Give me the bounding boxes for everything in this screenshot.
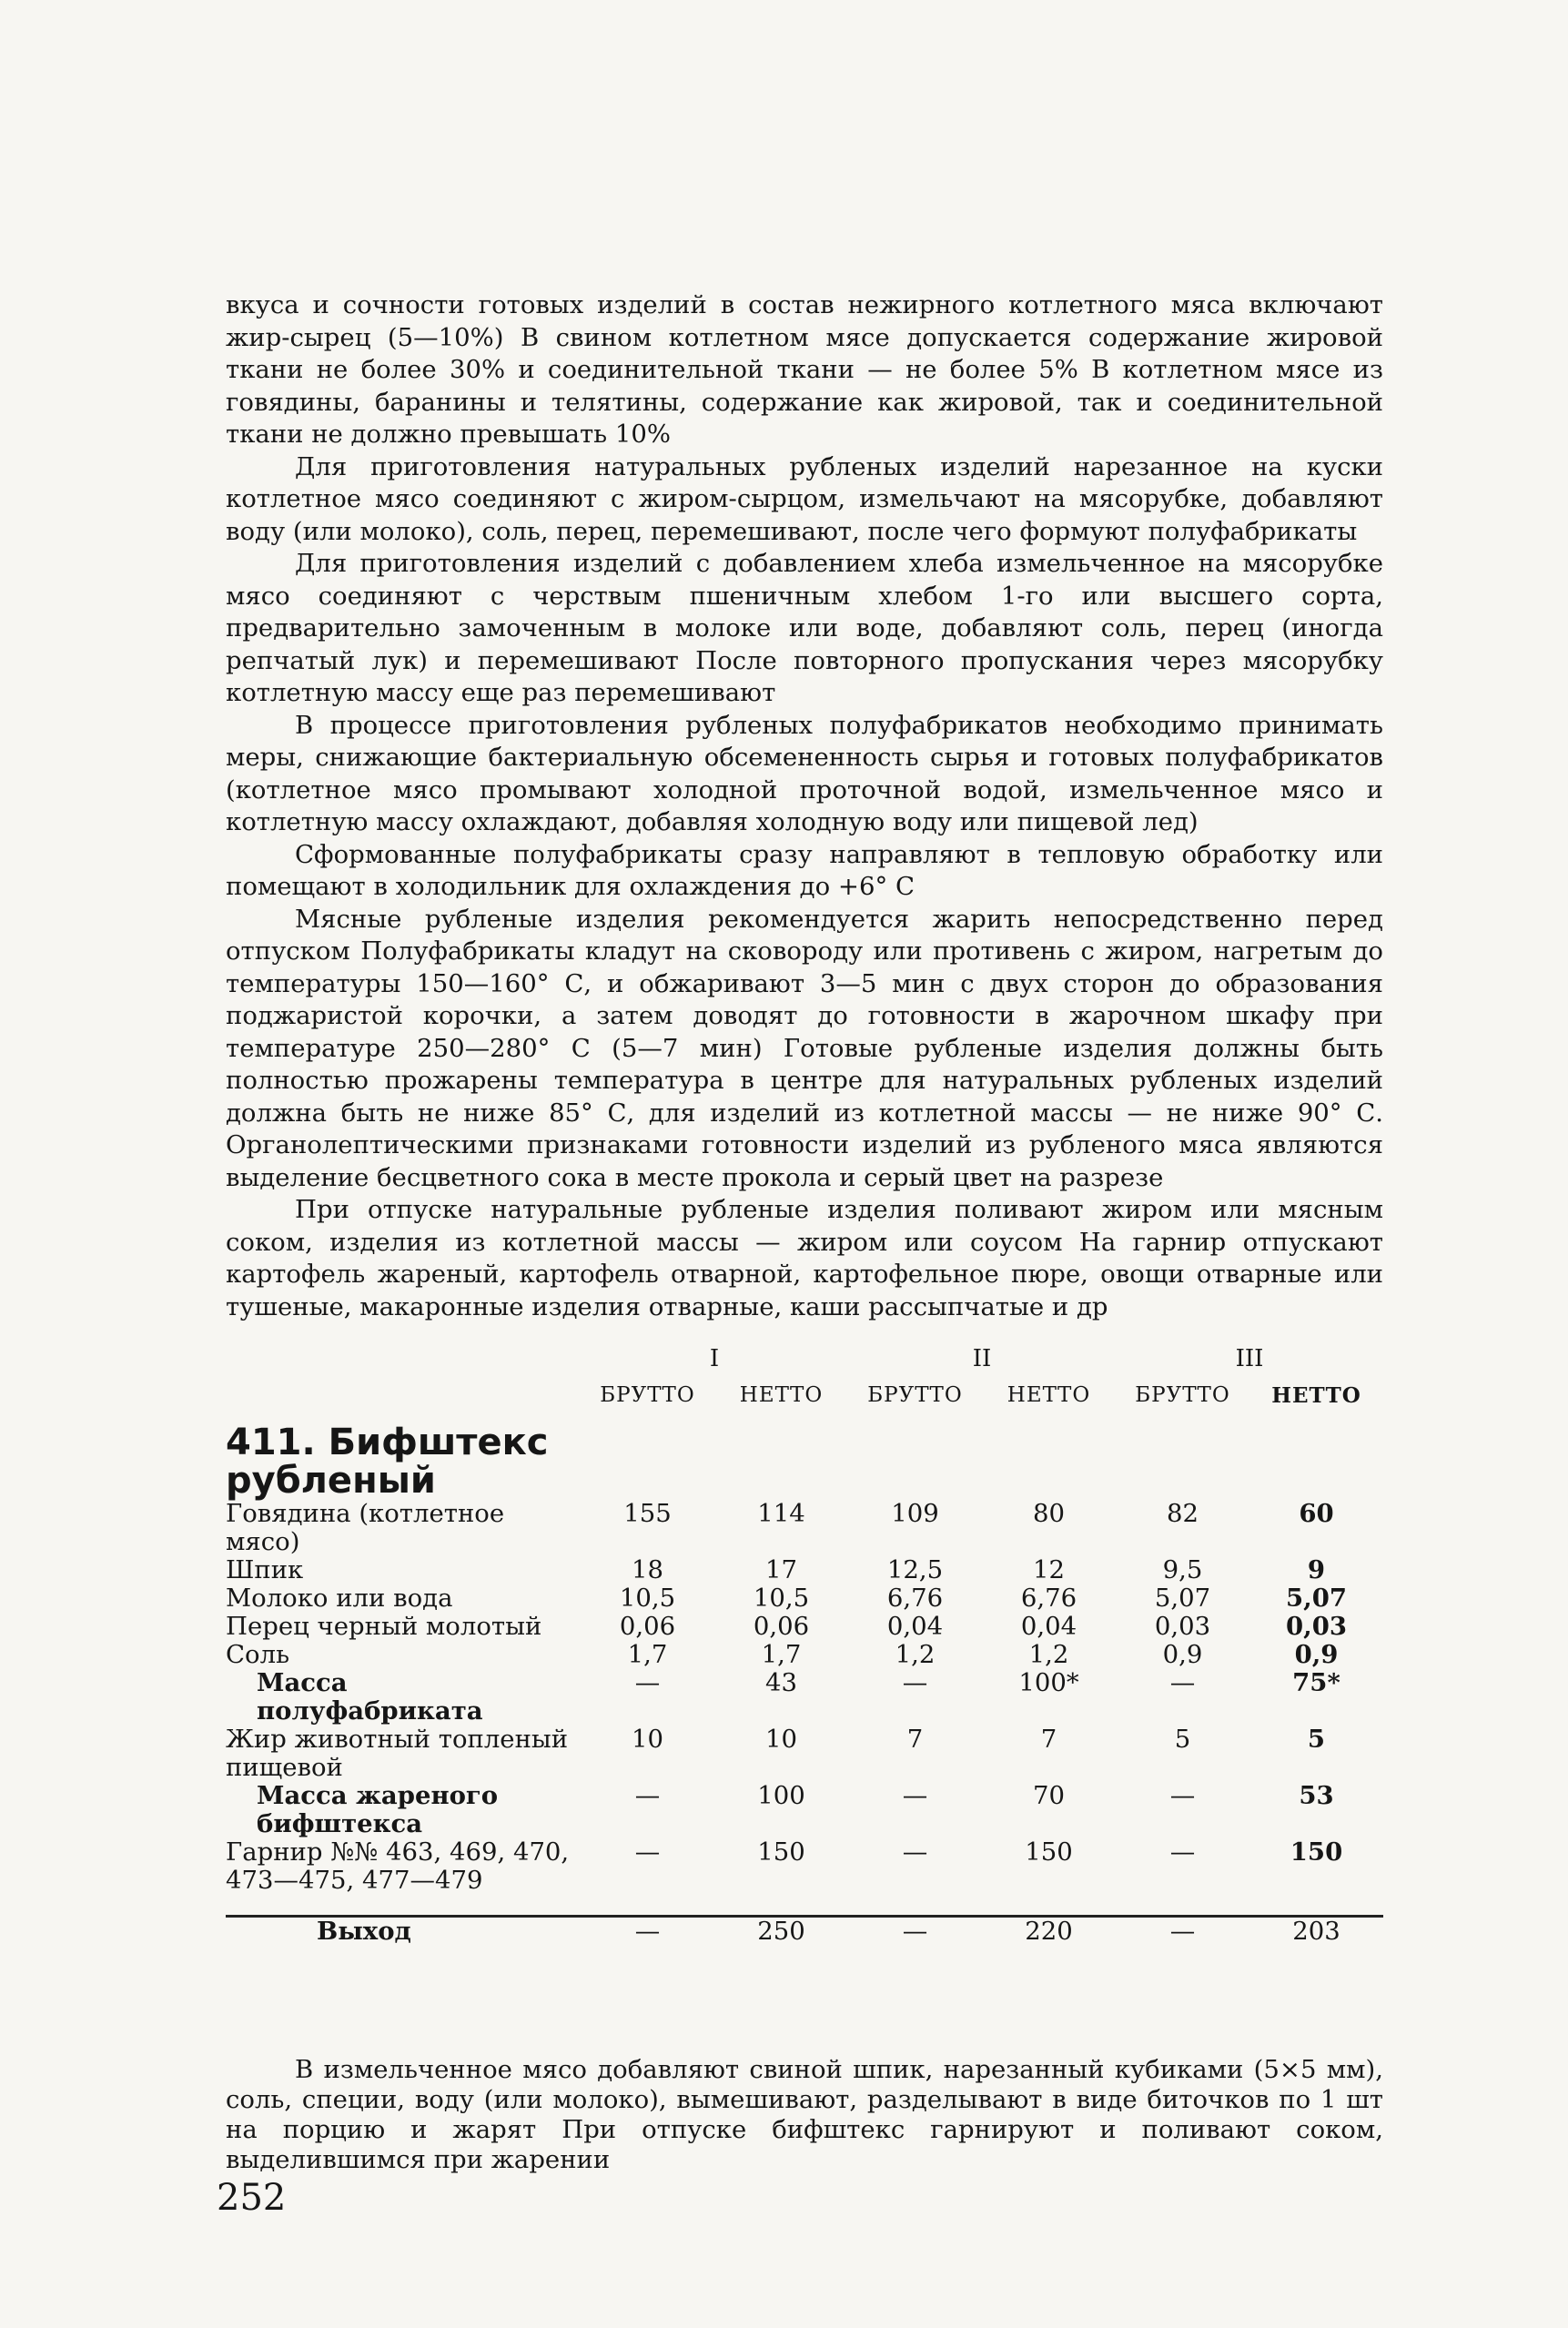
ingredient-value: — xyxy=(1169,1668,1196,1697)
ingredient-value: 5,07 xyxy=(1154,1584,1211,1613)
recipe-instructions xyxy=(226,2055,1383,2175)
ingredient-name: Шпик xyxy=(226,1555,304,1584)
column-header: БРУТТО xyxy=(867,1383,963,1407)
ingredient-value: 0,03 xyxy=(1286,1612,1347,1641)
ingredient-value: 1,2 xyxy=(895,1640,936,1669)
ingredient-name: Говядина (котлетное мясо) xyxy=(226,1499,505,1556)
yield-value: 203 xyxy=(1292,1917,1340,1946)
ingredient-value: 0,06 xyxy=(619,1612,676,1641)
ingredient-row xyxy=(226,1838,1383,1895)
ingredient-value: 53 xyxy=(1299,1781,1334,1810)
yield-label: Выход xyxy=(317,1917,411,1946)
ingredient-value: — xyxy=(902,1668,928,1697)
yield-value: — xyxy=(902,1917,928,1946)
ingredient-value: 1,7 xyxy=(627,1640,668,1669)
ingredient-value: 10,5 xyxy=(619,1584,676,1613)
ingredient-value: 100 xyxy=(757,1781,805,1810)
ingredient-name: Молоко или вода xyxy=(226,1584,453,1613)
column-header: НЕТТО xyxy=(1007,1383,1091,1407)
column-header-row xyxy=(226,1382,1383,1423)
ingredient-value: 7 xyxy=(1040,1725,1057,1754)
ingredient-row xyxy=(226,1584,1383,1613)
column-header: НЕТТО xyxy=(1271,1383,1361,1408)
ingredient-value: 1,7 xyxy=(761,1640,802,1669)
yield-value: — xyxy=(634,1917,661,1946)
ingredient-row xyxy=(226,1669,1383,1726)
ingredient-value: 0,03 xyxy=(1154,1612,1211,1641)
ingredient-value: — xyxy=(634,1837,661,1867)
ingredient-value: 70 xyxy=(1033,1781,1065,1810)
yield-value: — xyxy=(1169,1917,1196,1946)
ingredient-value: 114 xyxy=(757,1499,805,1528)
column-group-header-row xyxy=(226,1345,1383,1382)
ingredient-name: Масса полуфабриката xyxy=(257,1668,483,1726)
ingredient-value: 80 xyxy=(1033,1499,1065,1528)
ingredient-value: — xyxy=(1169,1837,1196,1867)
ingredient-value: 0,9 xyxy=(1294,1640,1339,1669)
ingredient-name: Гарнир №№ 463, 469, 470, 473—475, 477—479 xyxy=(226,1837,570,1895)
yield-row xyxy=(226,1918,1383,1961)
ingredient-value: — xyxy=(634,1668,661,1697)
ingredient-value: 43 xyxy=(765,1668,797,1697)
ingredient-row xyxy=(226,1782,1383,1838)
page-number: 252 xyxy=(217,2177,287,2219)
ingredient-value: 150 xyxy=(1290,1837,1343,1867)
ingredient-value: 155 xyxy=(623,1499,672,1528)
ingredient-value: 5,07 xyxy=(1286,1584,1347,1613)
ingredient-value: 10,5 xyxy=(753,1584,810,1613)
ingredient-value: 6,76 xyxy=(1020,1584,1077,1613)
recipe-table xyxy=(226,1345,1383,1895)
body-text xyxy=(226,289,1383,1323)
ingredient-value: 17 xyxy=(765,1555,797,1584)
ingredient-value: 75* xyxy=(1292,1668,1340,1697)
ingredient-row xyxy=(226,1556,1383,1584)
ingredient-value: — xyxy=(1169,1781,1196,1810)
recipe-card xyxy=(226,1345,1383,1961)
column-group-label: III xyxy=(1235,1345,1264,1372)
column-header: БРУТТО xyxy=(600,1383,695,1407)
paragraph: В измельченное мясо добавляют свиной шпик, нарезанный кубиками (5×5 мм), соль, специи, воду (или молоко), вымешивают, разделывают в виде биточков по 1 шт на порцию и жарят При отпуске бифштекс гарнируют и поливают соком, выделившимся при жарении xyxy=(226,2055,1383,2174)
ingredient-name: Перец черный молотый xyxy=(226,1612,542,1641)
ingredient-value: 5 xyxy=(1174,1725,1191,1754)
ingredient-value: 18 xyxy=(632,1555,663,1584)
ingredient-value: 12 xyxy=(1033,1555,1065,1584)
ingredient-value: 10 xyxy=(765,1725,797,1754)
ingredient-value: 0,04 xyxy=(1020,1612,1077,1641)
ingredient-list xyxy=(226,1500,1383,1895)
ingredient-value: 150 xyxy=(1025,1837,1073,1867)
ingredient-value: 7 xyxy=(906,1725,924,1754)
recipe-title-row xyxy=(226,1423,1383,1500)
ingredient-value: 10 xyxy=(632,1725,663,1754)
column-group-label: I xyxy=(709,1345,720,1372)
paragraph: Мясные рубленые изделия рекомендуется жарить непосредственно перед отпуском Полуфабрикаты кладут на сковороду или противень с жиром, нагретым до температуры 150—160° С, и обжаривают 3—5 мин с двух сторон до образования поджаристой корочки, а затем доводят до готовности в жарочном шкафу при температуре 250—280° С (5—7 мин) Готовые рубленые изделия должны быть полностью прожарены температура в центре для натуральных рубленых изделий должна быть не ниже 85° С, для изделий из котлетной массы — не ниже 90° С. Органолептическими признаками готовности изделий из рубленого мяса являются выделение бесцветного сока в месте прокола и серый цвет на разрезе xyxy=(226,904,1383,1192)
ingredient-value: 109 xyxy=(891,1499,939,1528)
column-group-label: II xyxy=(972,1345,992,1372)
ingredient-name: Жир животный топленый пищевой xyxy=(226,1725,569,1782)
ingredient-value: 12,5 xyxy=(886,1555,944,1584)
paragraph: Для приготовления натуральных рубленых изделий нарезанное на куски котлетное мясо соединяют с жиром-сырцом, измельчают на мясорубке, добавляют воду (или молоко), соль, перец, перемешивают, после чего формуют полуфабрикаты xyxy=(226,451,1383,546)
ingredient-value: — xyxy=(902,1781,928,1810)
ingredient-value: 6,76 xyxy=(886,1584,944,1613)
ingredient-value: — xyxy=(902,1837,928,1867)
ingredient-value: 150 xyxy=(757,1837,805,1867)
yield-table xyxy=(226,1918,1383,1961)
column-header: БРУТТО xyxy=(1135,1383,1230,1407)
paragraph: Сформованные полуфабрикаты сразу направляют в тепловую обработку или помещают в холодильник для охлаждения до +6° С xyxy=(226,839,1383,901)
ingredient-value: 0,9 xyxy=(1162,1640,1203,1669)
ingredient-row xyxy=(226,1613,1383,1641)
paragraph: В процессе приготовления рубленых полуфабрикатов необходимо принимать меры, снижающие бактериальную обсемененность сырья и готовых полуфабрикатов (котлетное мясо промывают холодной проточной водой, измельченное мясо и котлетную массу охлаждают, добавляя холодную воду или пищевой лед) xyxy=(226,710,1383,836)
column-header: НЕТТО xyxy=(739,1383,824,1407)
ingredient-value: 0,06 xyxy=(753,1612,810,1641)
yield-value: 220 xyxy=(1025,1917,1073,1946)
ingredient-value: 9,5 xyxy=(1162,1555,1203,1584)
ingredient-value: 100* xyxy=(1018,1668,1079,1697)
ingredient-row xyxy=(226,1726,1383,1782)
ingredient-value: 9 xyxy=(1307,1555,1326,1584)
paragraph: Для приготовления изделий с добавлением хлеба измельченное на мясорубке мясо соединяют с черствым пшеничным хлебом 1-го или высшего сорта, предварительно замоченным в молоке или воде, добавляют соль, перец (иногда репчатый лук) и перемешивают После повторного пропускания через мясорубку котлетную массу еще раз перемешивают xyxy=(226,549,1383,707)
paragraph: При отпуске натуральные рубленые изделия поливают жиром или мясным соком, изделия из котлетной массы — жиром или соусом На гарнир отпускают картофель жареный, картофель отварной, картофельное пюре, овощи отварные или тушеные, макаронные изделия отварные, каши рассыпчатые и др xyxy=(226,1195,1383,1321)
ingredient-value: 5 xyxy=(1307,1725,1326,1754)
ingredient-row xyxy=(226,1641,1383,1669)
ingredient-value: — xyxy=(634,1781,661,1810)
paragraph: вкуса и сочности готовых изделий в состав нежирного котлетного мяса включают жир-сырец (5—10%) В свином котлетном мясе допускается содержание жировой ткани не более 30% и соединительной ткани — не более 5% В котлетном мясе из говядины, баранины и телятины, содержание как жировой, так и соединительной ткани не должно превышать 10% xyxy=(226,290,1383,449)
ingredient-value: 60 xyxy=(1299,1499,1334,1528)
ingredient-row xyxy=(226,1500,1383,1556)
ingredient-value: 1,2 xyxy=(1028,1640,1069,1669)
yield-value: 250 xyxy=(757,1917,805,1946)
recipe-title: 411. Бифштекс рубленый xyxy=(226,1422,549,1502)
ingredient-value: 82 xyxy=(1167,1499,1199,1528)
ingredient-name: Соль xyxy=(226,1640,290,1669)
ingredient-name: Масса жареного бифштекса xyxy=(257,1781,499,1838)
ingredient-value: 0,04 xyxy=(886,1612,944,1641)
